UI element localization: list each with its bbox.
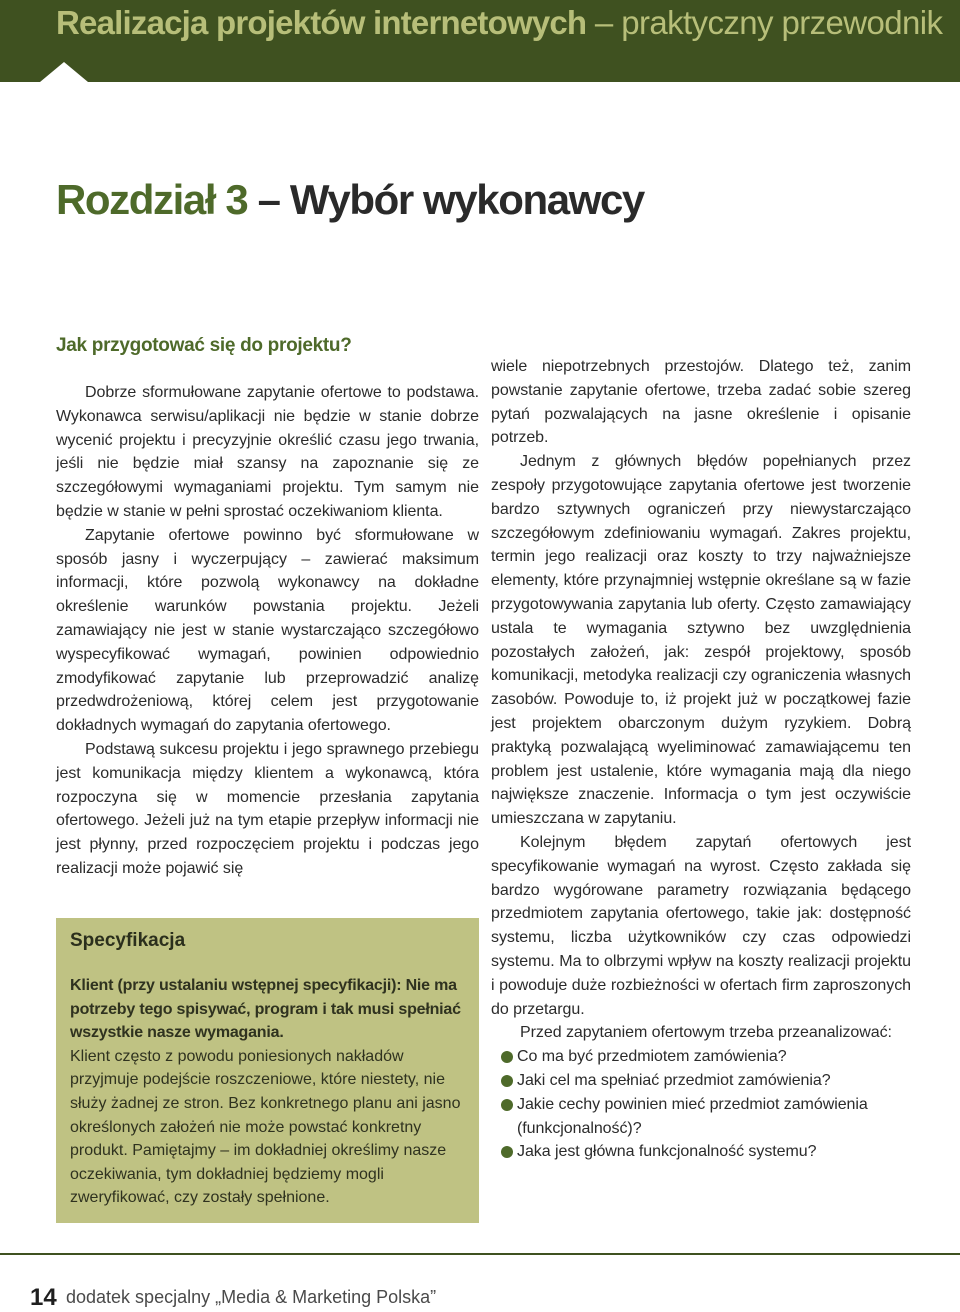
section-heading: Jak przygotować się do projektu? [56, 335, 352, 356]
chapter-title [56, 176, 644, 224]
chapter-number: Rozdział 3 [56, 176, 248, 223]
list-item: Jaki cel ma spełniać przedmiot zamówienia? [491, 1069, 911, 1093]
specification-box [56, 918, 479, 1223]
list-item: Jakie cechy powinien mieć przedmiot zamówienia (funkcjonalność)? [491, 1093, 911, 1141]
chapter-name: Wybór wykonawcy [289, 176, 644, 223]
header-tab-notch [40, 62, 88, 82]
paragraph: Jednym z głównych błędów popełnianych przez zespoły przygotowujące zapytania ofertowe jest tworzenie bardzo sztywnych ograniczeń przy niewystarczająco szczegółowym zdefiniowaniu wymagań. Zakres projektu, termin jego realizacji oraz koszty to trzy najważniejsze elementy, które przynajmniej wstępnie określane są w fazie przygotowywania zapytania lub oferty. Często zamawiający ustala te wymagania sztywno bez uwzględnienia pozostałych założeń, jak: zespół projektowy, sposób komunikacji, metodyka realizacji czy ograniczenia własnych zasobów. Powoduje to, iż projekt już w początkowej fazie jest projektem obarczonym dużym ryzykiem. Dobrą praktyką pozwalającą wyeliminować zamawiającemu ten problem jest ustalenie, które wymagania mają dla niego największe znaczenie. Informacja o tym jest oczywiście umieszczana w zapytaniu. [491, 453, 911, 828]
box-text: Klient często z powodu poniesionych nakładów przyjmuje podejście roszczeniowe, które niestety, nie służy żadnej ze stron. Bez konkretnego planu ani jasno określonych założeń nie może powstać konkretny produkt. Pamiętajmy – im dokładniej określimy nasze oczekiwania, tym dokładniej będziemy mogli zweryfikować, czy zostały spełnione. [70, 1047, 461, 1207]
box-title: Specyfikacja [70, 930, 186, 951]
left-column [56, 381, 479, 881]
paragraph: Podstawą sukcesu projektu i jego sprawnego przebiegu jest komunikacja między klientem a wykonawcą, która rozpoczyna się w momencie przesłania zapytania ofertowego. Jeżeli już na tym etapie przepływ informacji nie jest płynny, przed rozpoczęciem projektu i podczas jego realizacji może pojawić się [56, 740, 479, 877]
box-quote: Klient (przy ustalaniu wstępnej specyfikacji): Nie ma potrzeby tego spisywać, program i tak musi spełniać wszystkie nasze wymagania. [70, 977, 461, 1042]
paragraph: Dobrze sformułowane zapytanie ofertowe to podstawa. Wykonawca serwisu/aplikacji nie będzie w stanie dobrze wycenić projektu i precyzyjnie określić czasu jego trwania, jeśli nie będzie miał szansy na zapoznanie się ze szczegółowymi wymaganiami projektu. Tym samym nie będzie w stanie w pełni sprostać oczekiwaniom klienta. [56, 384, 479, 520]
list-item: Co ma być przedmiotem zamówienia? [491, 1045, 911, 1069]
paragraph: Przed zapytaniem ofertowym trzeba przeanalizować: [520, 1024, 892, 1042]
header-title-separator: – [586, 4, 622, 41]
header-title-main: Realizacja projektów internetowych [56, 4, 587, 41]
running-header-title [56, 2, 942, 44]
footer-publication: dodatek specjalny „Media & Marketing Polska” [66, 1287, 437, 1307]
right-column [491, 355, 911, 1164]
footer-divider [0, 1253, 960, 1255]
paragraph: Kolejnym błędem zapytań ofertowych jest specyfikowanie wymagań na wyrost. Często zakłada się bardzo wygórowane parametry rozwiązania będącego przedmiotem zapytania ofertowego, takie jak: dostępność systemu, liczba użytkowników czy czas odpowiedzi systemu. Ma to olbrzymi wpływ na koszty realizacji projektu i powoduje duże rozbieżności w ofertach firm zaproszonych do przetargu. [491, 833, 911, 1018]
page-number: 14 [30, 1284, 57, 1311]
header-title-sub: praktyczny przewodnik [621, 4, 943, 41]
question-list [491, 1045, 911, 1164]
list-item: Jaka jest główna funkcjonalność systemu? [491, 1140, 911, 1164]
paragraph: Zapytanie ofertowe powinno być sformułowane w sposób jasny i wyczerpujący – zawierać maksimum informacji, które pozwolą wykonawcy na dokładne określenie warunków powstania projektu. Jeżeli zamawiający nie jest w stanie wystarczająco szczegółowo wyspecyfikować wymagań, powinien odpowiednio zmodyfikować zapytanie lub przeprowadzić analizę przedwdrożeniową, której celem jest przygotowanie dokładnych wymagań do zapytania ofertowego. [56, 526, 479, 735]
page-header-bar [0, 0, 960, 82]
box-body [70, 974, 466, 1210]
paragraph: wiele niepotrzebnych przestojów. Dlatego też, zanim powstanie zapytanie ofertowe, trzeba zadać sobie szereg pytań pozwalających na jasne określenie i opisanie potrzeb. [491, 358, 911, 447]
chapter-dash: – [247, 176, 290, 223]
